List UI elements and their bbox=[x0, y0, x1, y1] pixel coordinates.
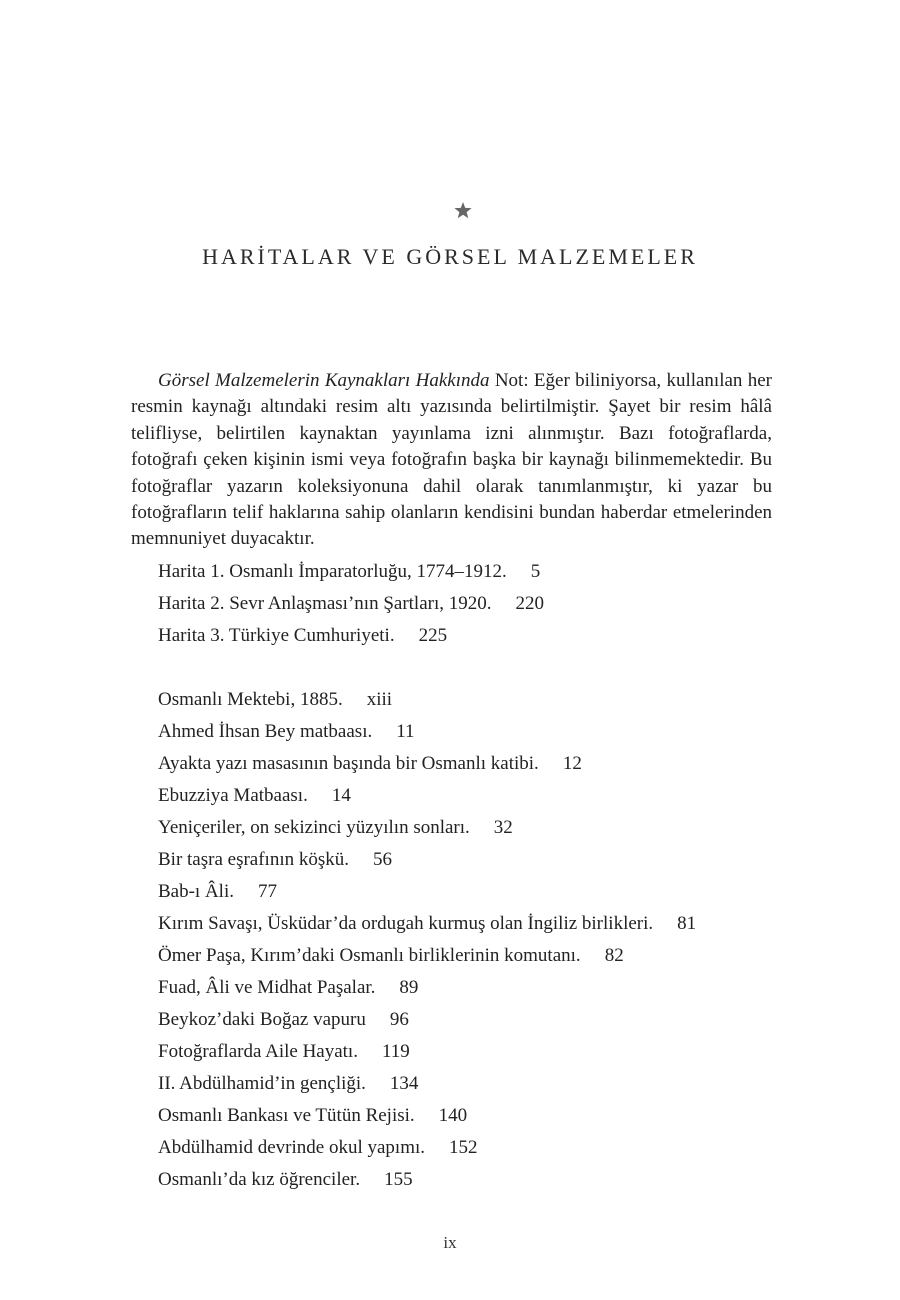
figure-page-number: 11 bbox=[396, 721, 415, 742]
figure-title: Osmanlı Mektebi, 1885. bbox=[158, 689, 343, 710]
figure-entry bbox=[158, 1100, 778, 1132]
crescent-star-graphic bbox=[415, 186, 485, 236]
figure-entry bbox=[158, 1132, 778, 1164]
page-title: HARİTALAR VE GÖRSEL MALZEMELER bbox=[202, 244, 698, 269]
figure-page-number: 81 bbox=[677, 913, 697, 934]
map-entry bbox=[158, 556, 778, 588]
figure-title: Ayakta yazı masasının başında bir Osmanlı katibi. bbox=[158, 753, 539, 774]
map-title: Harita 2. Sevr Anlaşması’nın Şartları, 1920. bbox=[158, 593, 492, 614]
map-entry bbox=[158, 588, 778, 620]
map-title: Harita 3. Türkiye Cumhuriyeti. bbox=[158, 625, 395, 646]
figure-entry bbox=[158, 1036, 778, 1068]
figure-page-number: xiii bbox=[366, 689, 393, 710]
figure-title: Ebuzziya Matbaası. bbox=[158, 785, 308, 806]
figure-entry bbox=[158, 780, 778, 812]
figure-page-number: 82 bbox=[604, 945, 624, 966]
figure-entry bbox=[158, 1164, 778, 1196]
figure-entry bbox=[158, 844, 778, 876]
figure-title: Yeniçeriler, on sekizinci yüzyılın sonları. bbox=[158, 817, 470, 838]
figure-page-number: 134 bbox=[389, 1073, 419, 1094]
note-italic-lead: Görsel Malzemelerin Kaynakları Hakkında bbox=[158, 370, 490, 391]
page-number: ix bbox=[443, 1233, 457, 1252]
figures-list bbox=[158, 684, 778, 1196]
figure-title: II. Abdülhamid’in gençliği. bbox=[158, 1073, 366, 1094]
figure-entry bbox=[158, 812, 778, 844]
figure-title: Ömer Paşa, Kırım’daki Osmanlı birliklerinin komutanı. bbox=[158, 945, 581, 966]
figure-page-number: 14 bbox=[331, 785, 351, 806]
figure-title: Beykoz’daki Boğaz vapuru bbox=[158, 1009, 366, 1030]
figure-title: Ahmed İhsan Bey matbaası. bbox=[158, 721, 373, 742]
figure-entry bbox=[158, 972, 778, 1004]
figure-title: Bab-ı Âli. bbox=[158, 881, 234, 902]
figure-title: Abdülhamid devrinde okul yapımı. bbox=[158, 1137, 426, 1158]
crescent-star-icon bbox=[0, 186, 900, 236]
figure-title: Bir taşra eşrafının köşkü. bbox=[158, 849, 350, 870]
figure-title: Osmanlı Bankası ve Tütün Rejisi. bbox=[158, 1105, 415, 1126]
figure-title: Fuad, Âli ve Midhat Paşalar. bbox=[158, 977, 376, 998]
figure-entry bbox=[158, 876, 778, 908]
crescent-shape bbox=[424, 190, 445, 232]
figure-entry bbox=[158, 684, 778, 716]
figure-entry bbox=[158, 1068, 778, 1100]
figure-page-number: 56 bbox=[373, 849, 393, 870]
figure-page-number: 32 bbox=[493, 817, 513, 838]
map-page-number: 225 bbox=[418, 625, 448, 646]
figure-title: Osmanlı’da kız öğrenciler. bbox=[158, 1169, 361, 1190]
figure-entry bbox=[158, 748, 778, 780]
note-text: Not: Eğer biliniyorsa, kullanılan her resmin kaynağı altındaki resim altı yazısında belirtilmiştir. Şayet bir resim hâlâ telifliyse, belirtilen kaynaktan yayınlama izni alınmıştır. Bazı fotoğraflarda, fotoğrafı çeken kişinin ismi veya fotoğrafın başka bir kaynağı bilinmemektedir. Bu fotoğraflar yazarın koleksiyonuna dahil olarak tanımlanmıştır, ki yazar bu fotoğrafların telif haklarına sahip olanların kendisini bundan haberdar etmelerinden memnuniyet duyacaktır. bbox=[131, 370, 772, 550]
figure-page-number: 155 bbox=[384, 1169, 413, 1190]
figure-entry bbox=[158, 940, 778, 972]
figure-page-number: 96 bbox=[389, 1009, 409, 1030]
star-shape bbox=[454, 202, 471, 218]
sources-note bbox=[131, 368, 772, 553]
map-entry bbox=[158, 620, 778, 652]
map-page-number: 220 bbox=[515, 593, 544, 614]
figure-title: Fotoğraflarda Aile Hayatı. bbox=[158, 1041, 358, 1062]
figure-entry bbox=[158, 1004, 778, 1036]
figure-entry bbox=[158, 908, 778, 940]
figure-page-number: 119 bbox=[381, 1041, 410, 1062]
maps-list bbox=[158, 556, 778, 652]
figure-page-number: 89 bbox=[399, 977, 419, 998]
figure-page-number: 140 bbox=[438, 1105, 468, 1126]
figure-page-number: 152 bbox=[449, 1137, 478, 1158]
figure-page-number: 77 bbox=[258, 881, 277, 902]
figure-title: Kırım Savaşı, Üsküdar’da ordugah kurmuş olan İngiliz birlikleri. bbox=[158, 913, 654, 934]
map-page-number: 5 bbox=[530, 561, 541, 582]
figure-page-number: 12 bbox=[562, 753, 582, 774]
map-title: Harita 1. Osmanlı İmparatorluğu, 1774–1912. bbox=[158, 561, 507, 582]
figure-entry bbox=[158, 716, 778, 748]
